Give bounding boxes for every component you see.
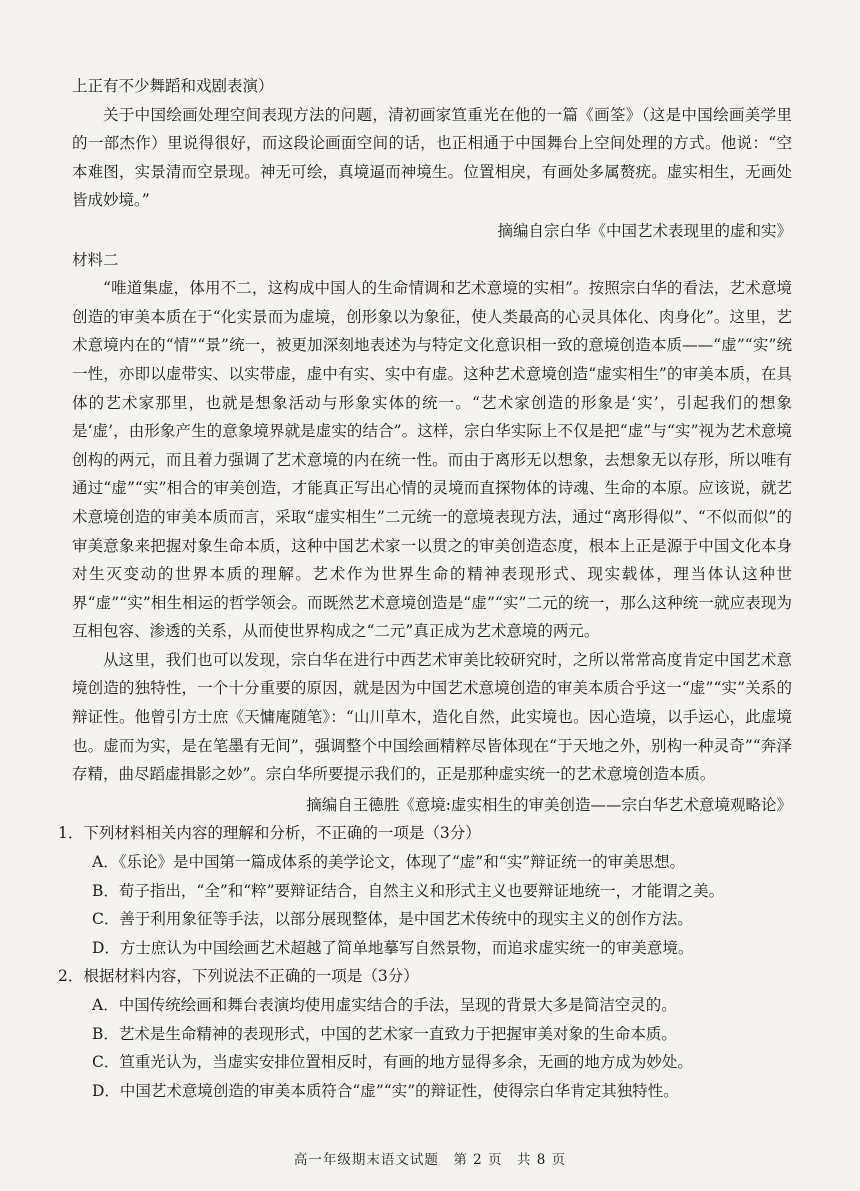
material2-heading: 材料二 (72, 250, 119, 269)
exam-page (58, 72, 792, 1105)
question-2 (58, 962, 792, 1105)
question-1-option-d: D．方士庶认为中国绘画艺术超越了简单地摹写自然景物，而追求虚实统一的审美意境。 (92, 938, 694, 957)
question-1-option-c: C．善于利用象征等手法，以部分展现整体，是中国艺术传统中的现实主义的创作方法。 (92, 910, 693, 929)
material1-source: 摘编自宗白华《中国艺术表现里的虚和实》 (497, 221, 792, 240)
question-stem: 1．下列材料相关内容的理解和分析，不正确的一项是（3分） (58, 824, 481, 843)
question-2-option-c: C．笪重光认为，当虚实安排位置相反时，有画的地方显得多余，无画的地方成为妙处。 (92, 1053, 693, 1072)
material2-paragraph-2: 从这里，我们也可以发现，宗白华在进行中西艺术审美比较研究时，之所以常常高度肯定中国艺术意境创造的独特性，一个十分重要的原因，就是因为中国艺术意境创造的审美本质合乎这一“虚”“实”关系的辩证性。他曾引方士庶《天慵庵随笔》：“山川草木，造化自然，此实境也。因心造境，以手运心，此虚境也。虚而为实，是在笔墨有无间”，强调整个中国绘画精粹尽皆体现在“于天地之外，别构一种灵奇”“奔泽存精，曲尽蹈虚揖影之妙”。宗白华所要提示我们的，正是那种虚实统一的艺术意境创造本质。 (72, 650, 792, 784)
question-stem: 2．根据材料内容，下列说法不正确的一项是（3分） (58, 967, 419, 986)
question-2-option-d: D．中国艺术意境创造的审美本质符合“虚”“实”的辩证性，使得宗白华肯定其独特性。 (92, 1081, 679, 1100)
material2-paragraph-1: “唯道集虚，体用不二，这构成中国人的生命情调和艺术意境的实相”。按照宗白华的看法，艺术意境创造的审美本质在于“化实景而为虚境，创形象以为象征，使人类最高的心灵具体化、肉身化”。这里，艺术意境内在的“情”“景”统一，被更加深刻地表述为与特定文化意识相一致的意境创造本质——“虚”“实”统一性，亦即以虚带实、以实带虚，虚中有实、实中有虚。这种艺术意境创造“虚实相生”的审美本质，在具体的艺术家那里，也就是想象活动与形象实体的统一。“艺术家创造的形象是‘实’，引起我们的想象是‘虚’，由形象产生的意象境界就是虚实的结合”。这样，宗白华实际上不仅是把“虚”与“实”视为艺术意境创构的两元，而且着力强调了艺术意境的内在统一性。而由于离形无以想象，去想象无以存形，所以唯有通过“虚”“实”相合的审美创造，才能真正写出心情的灵境而直探物体的诗魂、生命的本原。应该说，就艺术意境创造的审美本质而言，采取“虚实相生”二元统一的意境表现方法，通过“离形得似”、“不似而似”的审美意象来把握对象生命本质，这种中国艺术家一以贯之的审美创造态度，根本上正是源于中国文化本身对生灭变动的世界本质的理解。艺术作为世界生命的精神表现形式、现实载体，理当体认这种世界“虚”“实”相生相运的哲学领会。而既然艺术意境创造是“虚”“实”二元的统一，那么这种统一就应表现为互相包容、渗透的关系，从而使世界构成之“二元”真正成为艺术意境的两元。 (72, 279, 792, 641)
page-footer: 高一年级期末语文试题 第 2 页 共 8 页 (293, 1152, 567, 1168)
material2-source: 摘编自王德胜《意境:虚实相生的审美创造——宗白华艺术意境观略论》 (306, 795, 792, 814)
question-1-option-b: B．荀子指出，“全”和“粹”要辩证结合，自然主义和形式主义也要辩证地统一，才能谓之美。 (92, 881, 725, 900)
question-1-option-a: A．《乐论》是中国第一篇成体系的美学论文，体现了“虚”和“实”辩证统一的审美思想。 (92, 853, 686, 872)
question-2-option-b: B．艺术是生命精神的表现形式，中国的艺术家一直致力于把握审美对象的生命本质。 (92, 1024, 677, 1043)
question-2-option-a: A．中国传统绘画和舞台表演均使用虚实结合的手法，呈现的背景大多是简洁空灵的。 (92, 996, 677, 1014)
material1-tail-line: 上正有不少舞蹈和戏剧表演） (72, 77, 274, 95)
material1-paragraph: 关于中国绘画处理空间表现方法的问题，清初画家笪重光在他的一篇《画筌》（这是中国绘画美学里的一部杰作）里说得很好，而这段论画面空间的话，也正相通于中国舞台上空间处理的方式。他说：“空本难图，实景清而空景现。神无可绘，真境逼而神境生。位置相戾，有画处多属赘疣。虚实相生，无画处皆成妙境。” (72, 105, 792, 210)
question-1 (58, 819, 792, 962)
